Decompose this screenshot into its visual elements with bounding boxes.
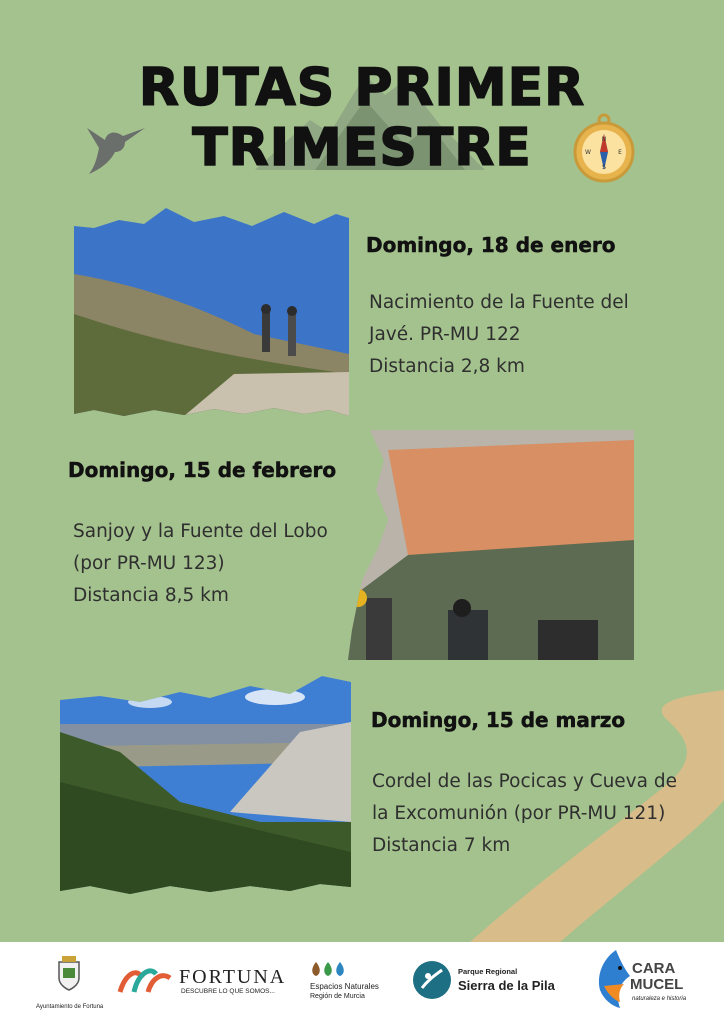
route-3-photo xyxy=(60,672,351,895)
route-3-description xyxy=(372,766,677,862)
route-1-photo xyxy=(74,204,349,416)
parque-label-2: Sierra de la Pila xyxy=(458,978,555,993)
route-1-line-1: Nacimiento de la Fuente del xyxy=(369,292,629,313)
sponsor-footer xyxy=(0,942,724,1024)
route-3-line-1: Cordel de las Pocicas y Cueva de xyxy=(372,771,677,792)
route-1-date: Domingo, 18 de enero xyxy=(366,233,616,257)
route-3-line-2: la Excomunión (por PR-MU 121) xyxy=(372,803,666,824)
route-2-line-1: Sanjoy y la Fuente del Lobo xyxy=(73,521,328,542)
route-1-line-2: Javé. PR-MU 122 xyxy=(369,324,521,345)
route-3-date: Domingo, 15 de marzo xyxy=(371,708,626,732)
espacios-naturales-icon xyxy=(310,960,346,978)
route-1-line-3: Distancia 2,8 km xyxy=(369,356,525,377)
coat-of-arms-icon xyxy=(56,956,82,992)
title-line-1: RUTAS PRIMER xyxy=(138,58,586,118)
page-title xyxy=(0,58,724,178)
route-3-line-3: Distancia 7 km xyxy=(372,835,511,856)
compass-n: N xyxy=(601,136,607,143)
route-2-date: Domingo, 15 de febrero xyxy=(68,458,337,482)
parque-label-1: Parque Regional xyxy=(458,967,518,976)
route-2-description xyxy=(73,516,328,612)
route-1-description xyxy=(369,287,629,383)
title-line-2: TRIMESTRE xyxy=(192,118,532,178)
caramucel-tagline: naturaleza e historia xyxy=(632,996,687,1002)
compass-w: W xyxy=(585,149,591,156)
sierra-de-la-pila-icon xyxy=(412,960,452,1000)
route-2-photo xyxy=(348,430,634,660)
espacios-label-1: Espacios Naturales xyxy=(310,982,379,991)
caramucel-label-2: MUCEL xyxy=(630,976,684,993)
compass-e: E xyxy=(618,149,622,156)
fortuna-label: FORTUNA xyxy=(179,966,287,988)
fortuna-logo-icon xyxy=(116,962,174,998)
route-2-line-2: (por PR-MU 123) xyxy=(73,553,225,574)
espacios-label-2: Región de Murcia xyxy=(310,993,365,1000)
ayuntamiento-label: Ayuntamiento de Fortuna xyxy=(36,1004,104,1010)
route-2-line-3: Distancia 8,5 km xyxy=(73,585,229,606)
caramucel-label-1: CARA xyxy=(632,960,676,977)
fortuna-tagline: DESCUBRE LO QUE SOMOS... xyxy=(181,988,275,995)
compass-s: S xyxy=(602,164,606,171)
